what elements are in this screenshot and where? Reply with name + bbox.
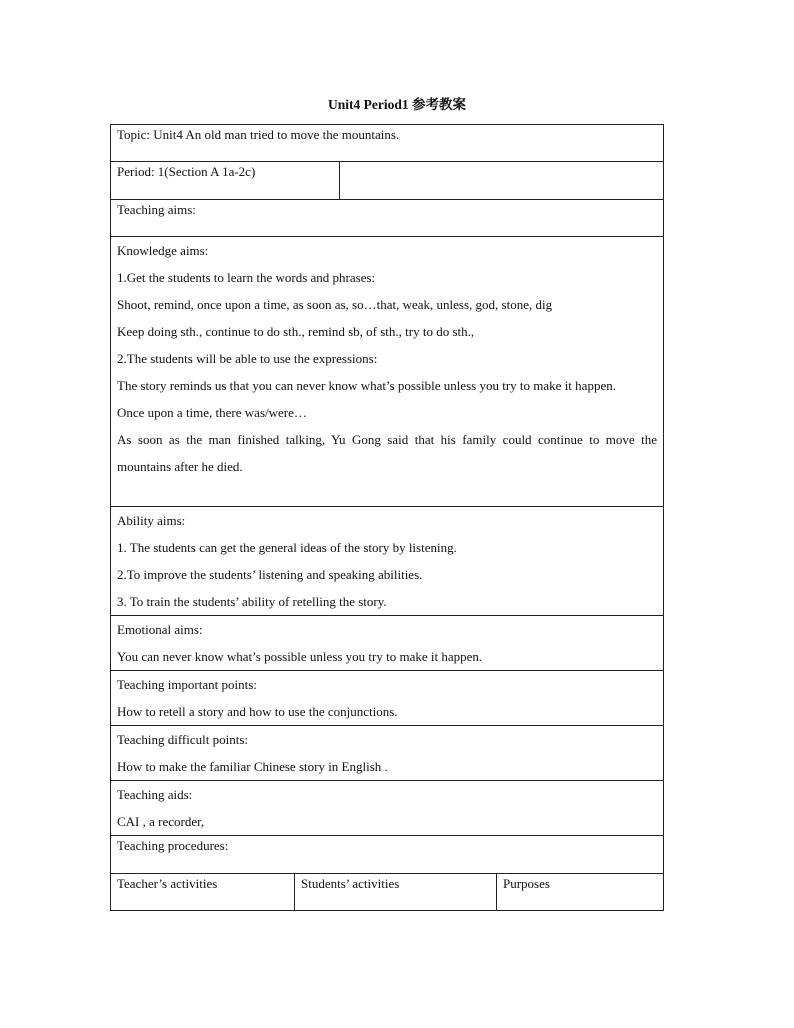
teaching-aids-heading: Teaching aids:	[117, 787, 193, 802]
teaching-aids-row	[111, 781, 664, 836]
important-points-heading: Teaching important points:	[117, 677, 257, 692]
period-cell: Period: 1(Section A 1a-2c)	[111, 162, 340, 200]
difficult-points-text: How to make the familiar Chinese story in English .	[117, 759, 388, 774]
topic-row	[111, 125, 664, 162]
difficult-points-heading: Teaching difficult points:	[117, 732, 248, 747]
ability-item-1: 1. The students can get the general ideas of the story by listening.	[117, 540, 457, 555]
emotional-aims-text: You can never know what’s possible unless you try to make it happen.	[117, 649, 483, 664]
emotional-aims-cell	[111, 616, 664, 671]
important-points-cell	[111, 671, 664, 726]
ability-item-2: 2.To improve the students’ listening and speaking abilities.	[117, 567, 423, 582]
emotional-aims-heading: Emotional aims:	[117, 622, 203, 637]
knowledge-words-line-1: Shoot, remind, once upon a time, as soon as, so…that, weak, unless, god, stone, dig	[117, 297, 553, 312]
column-students-activities: Students’ activities	[295, 874, 497, 911]
teaching-aims-heading: Teaching aims:	[111, 200, 664, 237]
period-row	[111, 162, 664, 200]
difficult-points-cell	[111, 726, 664, 781]
ability-aims-heading: Ability aims:	[117, 513, 186, 528]
emotional-aims-row	[111, 616, 664, 671]
column-purposes: Purposes	[497, 874, 664, 911]
column-teacher-activities: Teacher’s activities	[111, 874, 295, 911]
knowledge-aims-cell	[111, 237, 664, 507]
teaching-procedures-heading: Teaching procedures:	[111, 836, 664, 874]
knowledge-expression-3: As soon as the man finished talking, Yu Gong said that his family could continue to move the mountains after he died.	[117, 432, 658, 474]
teaching-aims-row	[111, 200, 664, 237]
knowledge-expression-2: Once upon a time, there was/were…	[117, 405, 307, 420]
teaching-aids-text: CAI , a recorder,	[117, 814, 205, 829]
teaching-aids-cell	[111, 781, 664, 836]
knowledge-item-2: 2.The students will be able to use the expressions:	[117, 351, 378, 366]
ability-aims-cell	[111, 507, 664, 616]
knowledge-words-line-2: Keep doing sth., continue to do sth., remind sb, of sth., try to do sth.,	[117, 324, 475, 339]
lesson-plan-table	[110, 124, 664, 911]
difficult-points-row	[111, 726, 664, 781]
ability-aims-row	[111, 507, 664, 616]
knowledge-aims-row	[111, 237, 664, 507]
important-points-text: How to retell a story and how to use the conjunctions.	[117, 704, 398, 719]
knowledge-aims-heading: Knowledge aims:	[117, 243, 209, 258]
period-right-cell	[340, 162, 664, 200]
ability-item-3: 3. To train the students’ ability of retelling the story.	[117, 594, 387, 609]
important-points-row	[111, 671, 664, 726]
page-title: Unit4 Period1 参考教案	[328, 97, 466, 112]
knowledge-expression-1: The story reminds us that you can never know what’s possible unless you try to make it happen.	[117, 378, 616, 393]
procedures-header-row	[111, 874, 664, 911]
teaching-procedures-row	[111, 836, 664, 874]
topic-cell: Topic: Unit4 An old man tried to move the mountains.	[111, 125, 664, 162]
knowledge-item-1: 1.Get the students to learn the words and phrases:	[117, 270, 376, 285]
